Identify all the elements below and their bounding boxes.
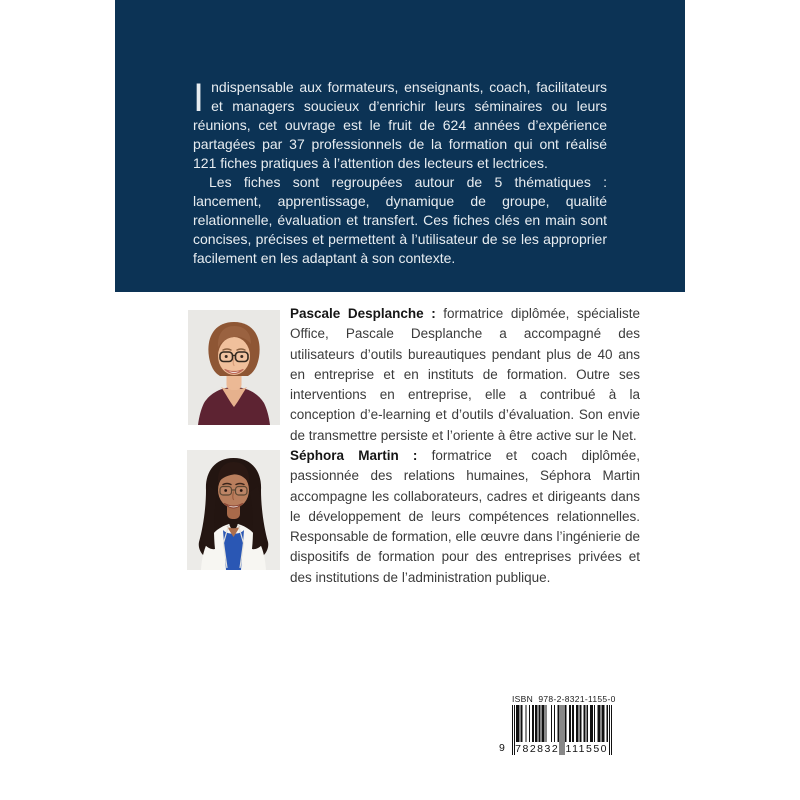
synopsis-text [193, 78, 607, 268]
dropcap-letter: I [193, 76, 205, 120]
isbn-label: ISBN 978-2-8321-1155-0 [512, 694, 616, 704]
portrait-pascale-illustration [188, 310, 280, 425]
author-name-separator: : [398, 448, 432, 463]
author-photo-pascale-desplanche [188, 310, 280, 425]
barcode-digits-group-1: 782832 [515, 743, 560, 755]
author-bio-sephora-martin [290, 446, 640, 588]
barcode-block [492, 694, 614, 755]
synopsis-paragraph-2: Les fiches sont regroupées autour de 5 thématiques : lancement, apprentissage, dynamique de groupe, qualité relationnelle, évaluation et transfert. Ces fiches clés en main sont concises, précises et permettent à l’utilisateur de se les approprier facilement en les adaptant à son contexte. [193, 174, 607, 266]
author-name: Séphora Martin [290, 448, 399, 463]
author-bio-text: formatrice et coach diplômée, passionnée des relations humaines, Séphora Martin accompagne les collaborateurs, cadres et dirigeants dans le développement de leurs compétences relationnelles. Responsable de formation, elle œuvre dans l’ingénierie de dispositifs de formation pour des entreprises privées et des institutions de l’administration publique. [290, 448, 641, 585]
barcode-lead-digit: 9 [499, 742, 505, 754]
author-bio-text: formatrice diplômée, spécialiste Office, Pascale Desplanche a accompagné des utilisateurs d’outils bureautiques pendant plus de 40 ans en entreprise et en instituts de formation. Outre ses interventions en entreprise, elle a contribué à la conception d’e-learning et d’outils d’évaluation. Son envie de transmettre persiste et l’oriente à être active sur le Net. [290, 306, 641, 443]
author-name-separator: : [423, 306, 444, 321]
author-photo-sephora-martin [187, 450, 280, 570]
synopsis-panel [115, 0, 685, 292]
synopsis-paragraph-1-text: ndispensable aux formateurs, enseignants, coach, facilitateurs et managers soucieux d’enrichir leurs séminaires ou leurs réunions, cet ouvrage est le fruit de 624 années d’expérience partagées par 37 professionnels de la formation qui ont réalisé 121 fiches pratiques à l’attention des lecteurs et lectrices. [193, 79, 607, 171]
synopsis-paragraph-1 [193, 78, 607, 173]
author-bio-pascale-desplanche [290, 304, 640, 446]
author-name: Pascale Desplanche [290, 306, 424, 321]
barcode-bars [499, 705, 612, 755]
portrait-sephora-illustration [187, 450, 280, 570]
barcode-digits-group-2: 111550 [565, 743, 609, 755]
